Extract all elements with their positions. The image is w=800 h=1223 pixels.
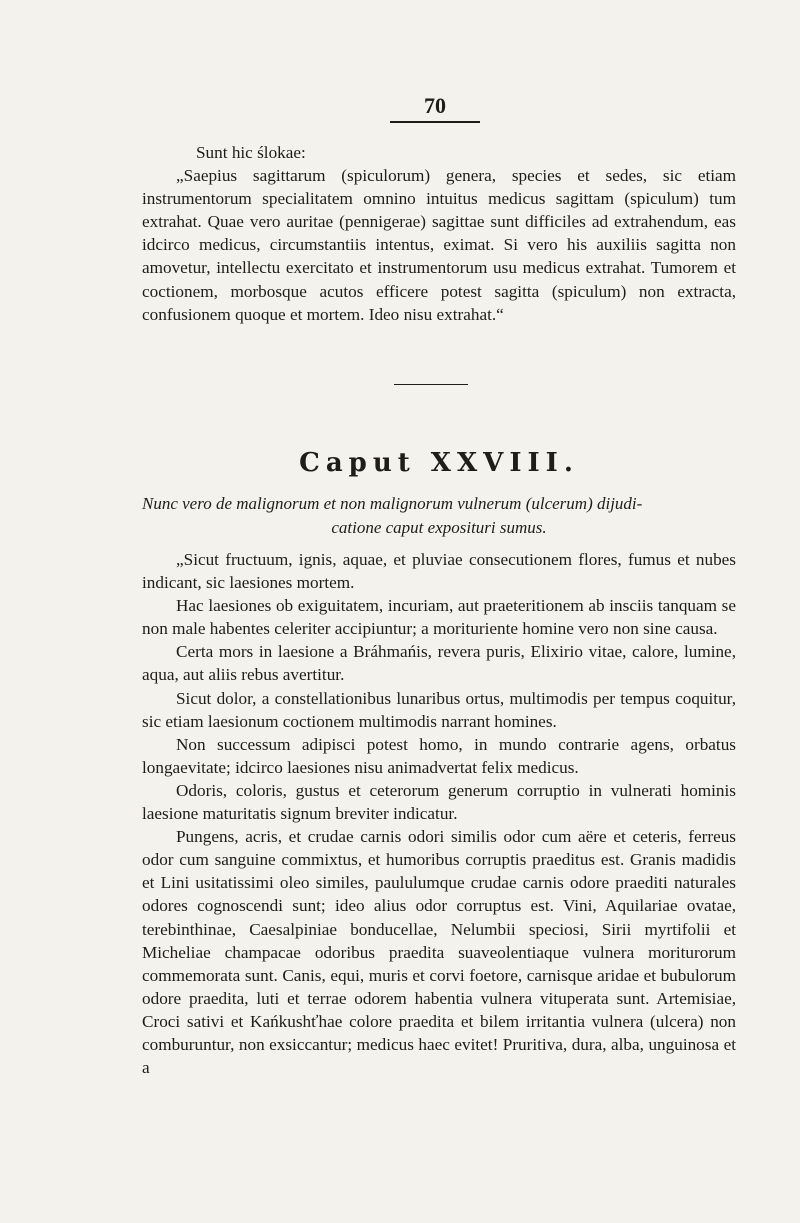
chapter-subtitle <box>142 492 736 540</box>
chapter-heading: Caput XXVIII. <box>299 448 579 478</box>
page-number: 70 <box>390 93 480 123</box>
body-paragraph: Sicut dolor, a constellationibus lunaribus ortus, multimodis per tempus coquitur, sic etiam laesionum coctionem multimodis narrant homines. <box>142 688 736 731</box>
sloka-intro: Sunt hic ślokae: <box>196 143 306 162</box>
body-paragraph: „Sicut fructuum, ignis, aquae, et pluviae consecutionem flores, fumus et nubes indicant, sic laesiones mortem. <box>142 550 736 593</box>
body-paragraph: Non successum adipisci potest homo, in mundo contrarie agens, orbatus longaevitate; idcirco laesiones nisu animadvertat felix medicus. <box>142 734 736 777</box>
body-paragraph: Certa mors in laesione a Bráhmańis, revera puris, Elixirio vitae, calore, lumine, aqua, aut aliis rebus avertitur. <box>142 642 736 685</box>
body-paragraph: Odoris, coloris, gustus et ceterorum generum corruptio in vulnerati hominis laesione maturitatis signum breviter indicatur. <box>142 780 736 824</box>
subtitle-line-2: catione caput exposituri sumus. <box>331 518 547 537</box>
sloka-paragraph: „Saepius sagittarum (spiculorum) genera, species et sedes, sic etiam instrumentorum specialitatem omnino intuitus medicus sagittam (spiculum) tum extrahat. Quae vero auritae (pennigerae) sagittae sunt difficiles ad extrahendum, eas idcirco medicus, circumstantiis intentus, eximat. Si vero his auxiliis sagitta non amovetur, intellectu exercitato et instrumentorum usu medicus extrahat. Tumorem et coctionem, morbosque acutos efficere potest sagitta (spiculum) non extracta, confusionem quoque et mortem. Ideo nisu extrahat.“ <box>142 166 736 324</box>
body-paragraph: Hac laesiones ob exiguitatem, incuriam, aut praeteritionem ab insciis tanquam se non male habentes celeriter accipiuntur; a morituriente homine vero non sine causa. <box>142 596 736 639</box>
subtitle-line-1: Nunc vero de malignorum et non malignorum vulnerum (ulcerum) dijudi- <box>142 494 643 513</box>
chapter-body <box>142 548 736 1079</box>
top-section <box>142 141 736 326</box>
section-separator <box>394 384 468 385</box>
body-paragraph: Pungens, acris, et crudae carnis odori similis odor cum aëre et ceteris, ferreus odor cum sanguine commixtus, et humoribus corruptis praeditus est. Granis madidis et Lini usitatissimi oleo similes, paululumque crudae carnis odore praediti naturales odores cognoscendi sunt; ideo alius odor corruptus est. Vini, Aquilariae ovatae, terebinthinae, Caesalpiniae bonducellae, Nelumbii speciosi, Sirii myrtifolii et Micheliae champacae odoribus praedita suaveolentiaque vulnera moriturorum commemorata sunt. Canis, equi, muris et corvi foetore, carnisque aridae et bubulorum odore praedita, luti et terrae odorem habentia vulnera vituperata sunt. Artemisiae, Croci sativi et Kańkushťhae colore praedita et bilem irritantia vulnera (ulcera) non comburuntur, non exsiccantur; medicus haec evitet! Pruritiva, dura, alba, unguinosa et a <box>142 827 736 1078</box>
